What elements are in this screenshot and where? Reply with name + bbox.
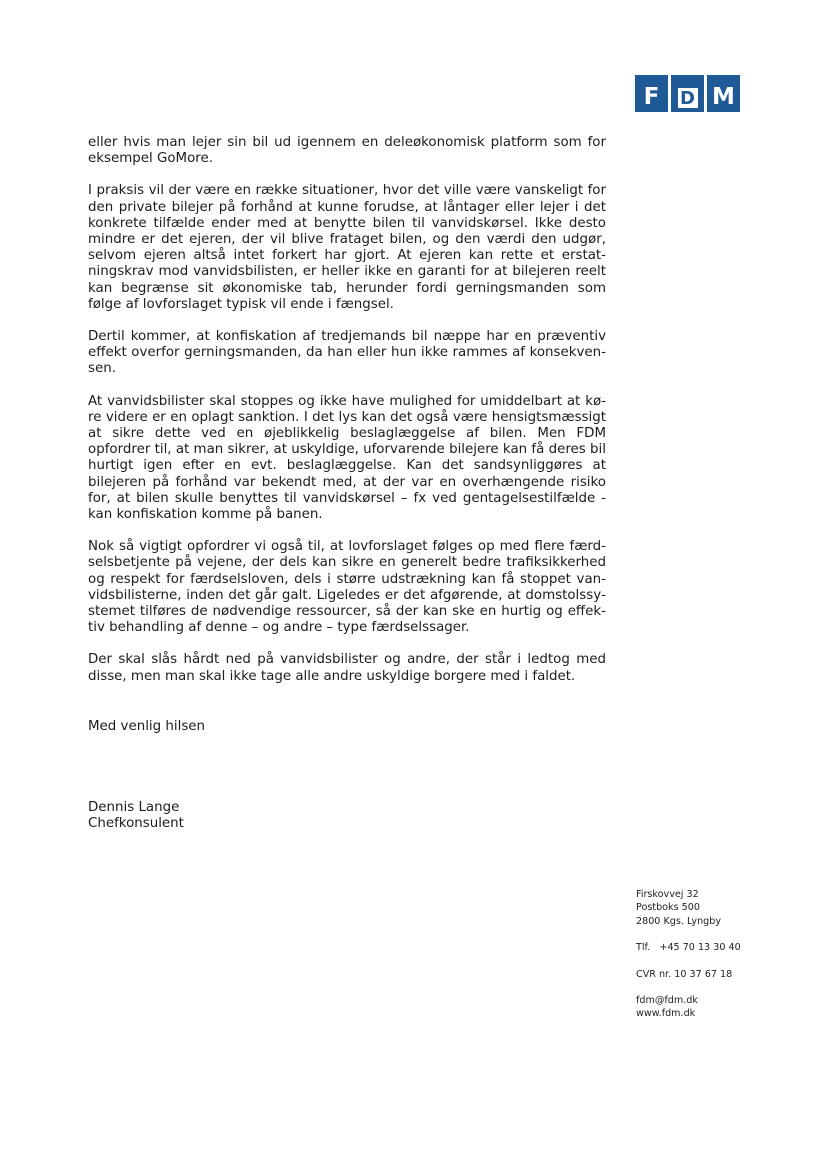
online-block xyxy=(636,994,741,1021)
paragraph-3: Dertil kommer, at konfiskation af tredjemands bil næppe har en præventiv effekt overfor gerningsmanden, da han eller hun ikke rammes af konsekvensen. xyxy=(88,329,606,377)
address-line-3: 2800 Kgs. Lyngby xyxy=(636,915,722,927)
signature-block xyxy=(88,800,184,832)
website-url: www.fdm.dk xyxy=(636,1008,696,1020)
signer-title: Chefkonsulent xyxy=(88,816,184,832)
logo-letter-f: F xyxy=(635,75,668,112)
phone-block xyxy=(636,941,741,954)
logo-letter-m: M xyxy=(707,75,740,112)
paragraph-2: I praksis vil der være en række situationer, hvor det ville være vanskeligt for den private bilejer på forhånd at kunne forudse, at låntager eller lejer i det konkrete tilfælde ender med at benytte bilen til vanvidskørsel. Ikke desto mindre er det ejeren, der vil blive frataget bilen, og den værdi den udgør, selvom ejeren altså intet forkert har gjort. At ejeren kan rette et erstatningskrav mod vanvidsbilisten, er heller ikke en garanti for at bilejeren reelt kan begrænse sit økonomiske tab, herunder fordi gerningsmanden som følge af lovforslaget typisk vil ende i fængsel. xyxy=(88,183,606,312)
address-line-1: Firskovvej 32 xyxy=(636,889,699,900)
paragraph-6: Der skal slås hårdt ned på vanvidsbilister og andre, der står i ledtog med disse, men man skal ikke tage alle andre uskyldige borgere med i faldet. xyxy=(88,652,606,684)
signer-name: Dennis Lange xyxy=(88,800,180,815)
fdm-logo xyxy=(635,75,740,112)
cvr-number: CVR nr. 10 37 67 18 xyxy=(636,968,733,980)
address-line-2: Postboks 500 xyxy=(636,902,700,914)
paragraph-4: At vanvidsbilister skal stoppes og ikke have mulighed for umiddelbart at køre videre er en oplagt sanktion. I det lys kan det også være hensigtsmæssigt at sikre dette ved en øjeblikkelig beslaglæggelse af bilen. Men FDM opfordrer til, at man sikrer, at uskyldige, uforvarende bilejere kan få deres bil hurtigt igen efter en evt. beslaglæggelse. Kan det sandsynliggøres at bilejeren på forhånd var bekendt med, at der var en overhængende risiko for, at bilen skulle benyttes til vanvidskørsel – fx ved gentagelsestilfælde - kan konfiskation komme på banen. xyxy=(88,393,606,523)
paragraph-5: Nok så vigtigt opfordrer vi også til, at lovforslaget følges op med flere færdselsbetjente på vejene, der dels kan sikre en generelt bedre trafiksikkerhed og respekt for færdselsloven, dels i større udstrækning kan få stoppet vanvidsbilisterne, inden det går galt. Ligeledes er det afgørende, at domstolssystemet tilføres de nødvendige ressourcer, så der kan ske en hurtig og effektiv behandling af denne – og andre – type færdselssager. xyxy=(88,539,606,636)
contact-info xyxy=(636,888,741,1034)
letter-body xyxy=(88,135,606,701)
email-address: fdm@fdm.dk xyxy=(636,995,698,1007)
phone-number: Tlf. +45 70 13 30 40 xyxy=(636,942,741,954)
paragraph-1: eller hvis man lejer sin bil ud igennem en deleøkonomisk platform som for eksempel GoMore. xyxy=(88,135,606,167)
address-block xyxy=(636,888,741,928)
logo-letter-d-text: D xyxy=(678,88,698,108)
logo-letter-d xyxy=(671,75,704,112)
closing-greeting: Med venlig hilsen xyxy=(88,719,206,734)
cvr-block xyxy=(636,968,741,981)
